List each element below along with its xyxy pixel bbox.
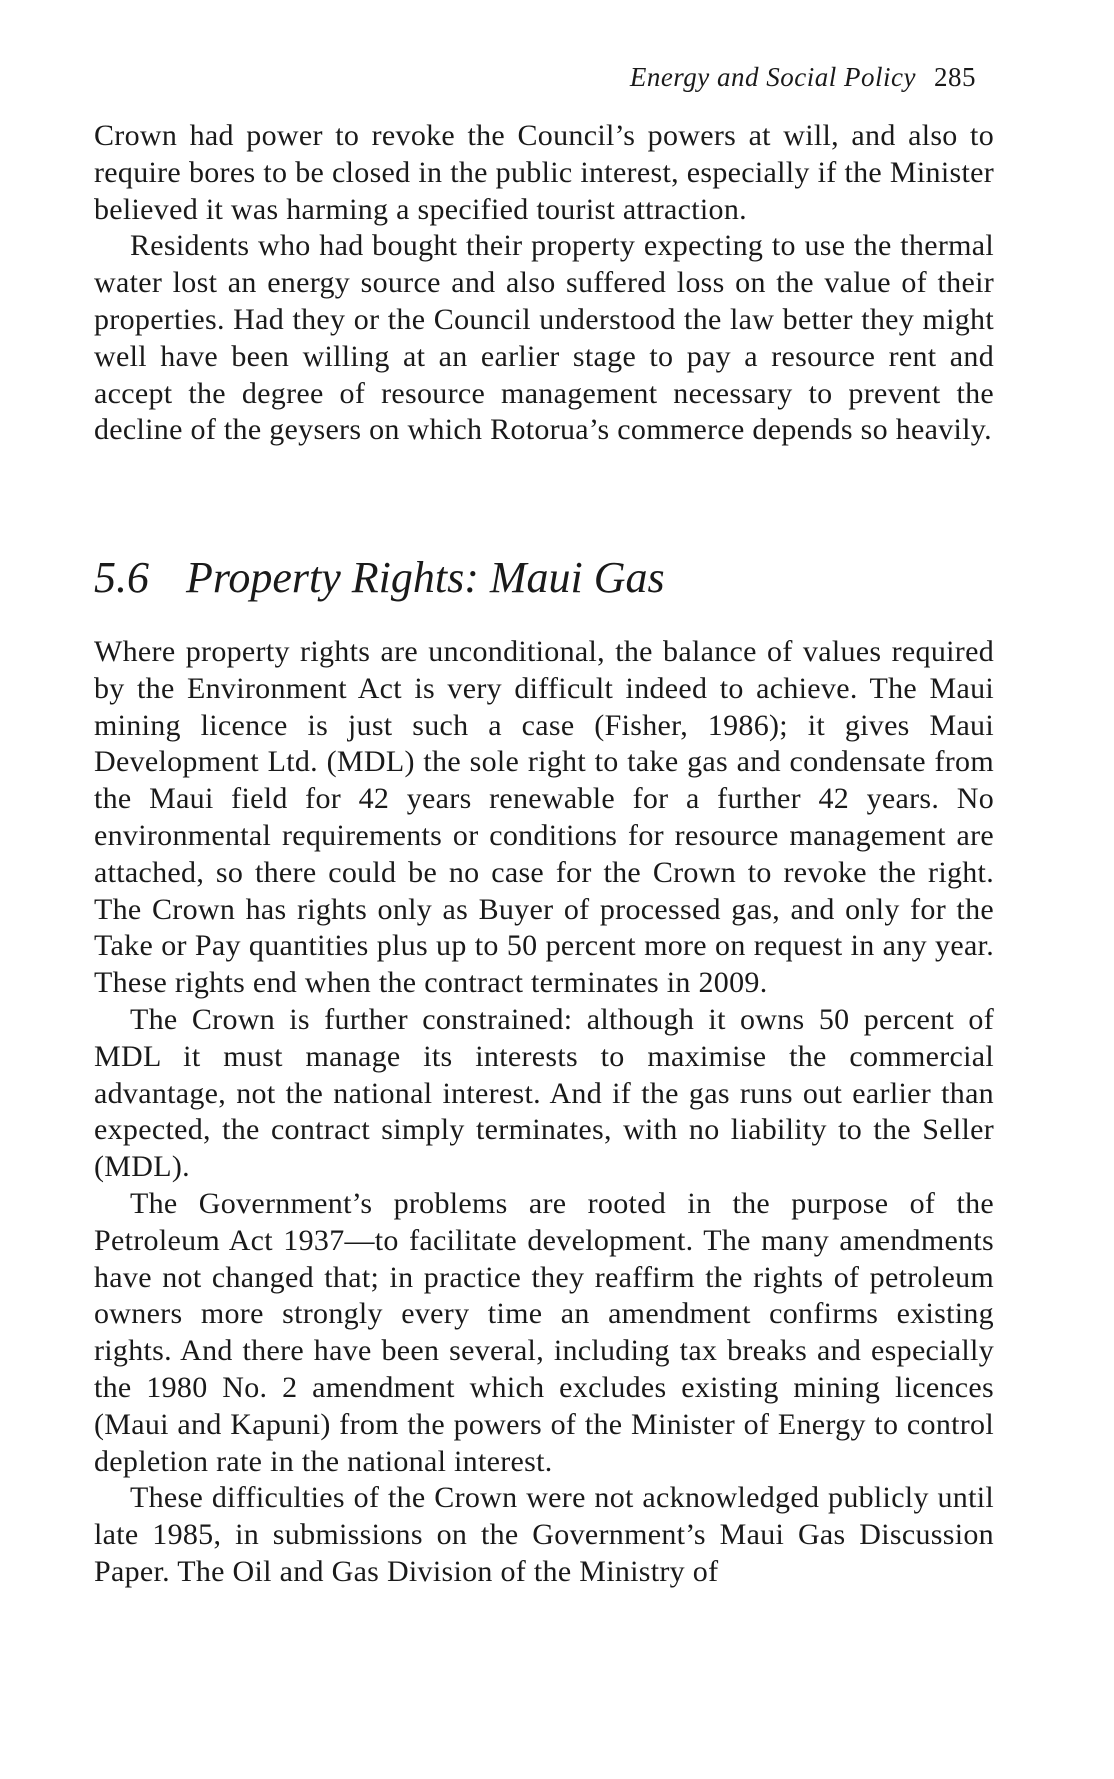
paragraph: Where property rights are unconditional, the balance of values required by the Environment Act is very difficult indeed to achieve. The Maui mining licence is just such a case (Fisher, 1986); it gives Maui Development Ltd. (MDL) the sole right to take gas and condensate from the Maui field for 42 years renewable for a further 42 years. No environmental requirements or conditions for resource management are attached, so there could be no case for the Crown to revoke the right. The Crown has rights only as Buyer of processed gas, and only for the Take or Pay quantities plus up to 50 percent more on request in any year. These rights end when the contract terminates in 2009. — [94, 635, 994, 1000]
paragraph: The Government’s problems are rooted in the purpose of the Petroleum Act 1937—to facilitate development. The many amendments have not changed that; in practice they reaffirm the rights of petroleum owners more strongly every time an amendment confirms existing rights. And there have been several, including tax breaks and especially the 1980 No. 2 amendment which excludes existing mining licences (Maui and Kapuni) from the powers of the Minister of Energy to control depletion rate in the national interest. — [94, 1186, 994, 1478]
paragraph: Crown had power to revoke the Council’s powers at will, and also to require bores to be closed in the public interest, especially if the Minister believed it was harming a specified tourist attraction. — [94, 119, 994, 226]
section-body — [94, 634, 994, 1591]
paragraph: Residents who had bought their property expecting to use the thermal water lost an energy source and also suffered loss on the value of their properties. Had they or the Council understood the law better they might well have been willing at an earlier stage to pay a resource rent and accept the degree of resource management necessary to prevent the decline of the geysers on which Rotorua’s commerce depends so heavily. — [94, 229, 994, 447]
paragraph: These difficulties of the Crown were not acknowledged publicly until late 1985, in submissions on the Government’s Maui Gas Discussion Paper. The Oil and Gas Division of the Ministry of — [94, 1481, 994, 1588]
running-head-title: Energy and Social Policy — [629, 62, 916, 92]
running-head — [630, 62, 976, 93]
section-heading — [94, 552, 665, 605]
top-text-block — [94, 118, 994, 449]
section-title: Property Rights: Maui Gas — [186, 553, 665, 602]
paragraph: The Crown is further constrained: although it owns 50 percent of MDL it must manage its interests to maximise the commercial advantage, not the national interest. And if the gas runs out earlier than expected, the contract simply terminates, with no liability to the Seller (MDL). — [94, 1002, 994, 1184]
page-number: 285 — [934, 62, 976, 92]
section-number: 5.6 — [94, 553, 149, 602]
